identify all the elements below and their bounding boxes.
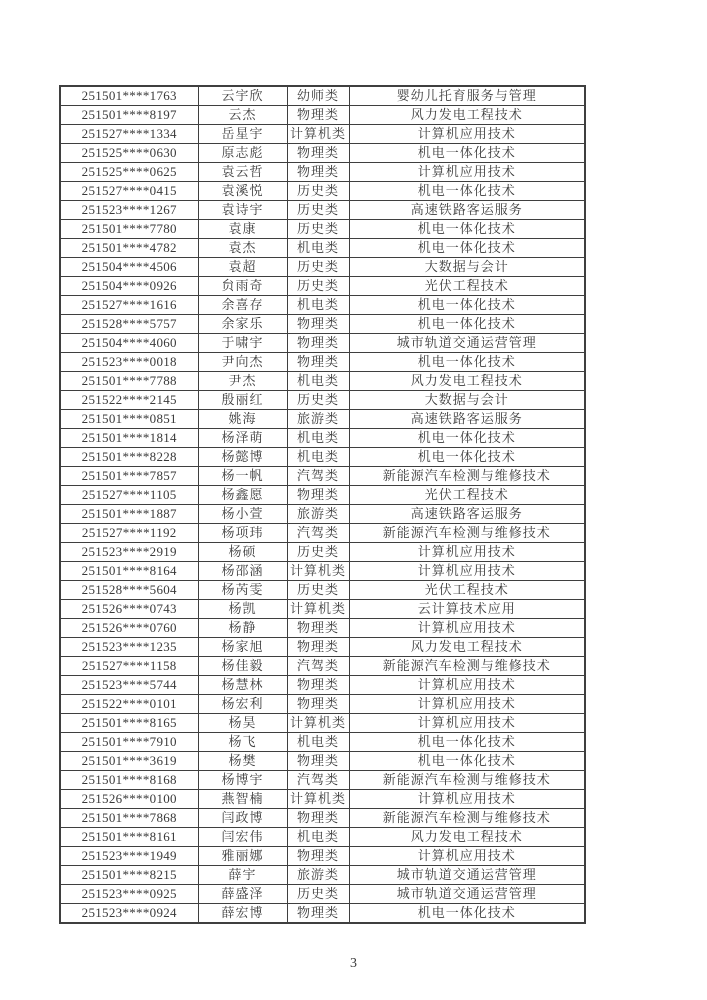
candidate-name-cell: 贠雨奇: [198, 277, 287, 296]
table-row: [60, 163, 585, 182]
table-row: [60, 106, 585, 125]
admitted-major-cell: 新能源汽车检测与维修技术: [349, 809, 585, 828]
table-row: [60, 676, 585, 695]
table-row: [60, 733, 585, 752]
admitted-major-cell: 风力发电工程技术: [349, 106, 585, 125]
admitted-major-cell: 机电一体化技术: [349, 144, 585, 163]
candidate-name-cell: 杨宏利: [198, 695, 287, 714]
table-row: [60, 467, 585, 486]
candidate-name-cell: 杨鑫愿: [198, 486, 287, 505]
candidate-name-cell: 杨佳毅: [198, 657, 287, 676]
exam-category-cell: 机电类: [287, 296, 349, 315]
table-row: [60, 258, 585, 277]
table-row: [60, 600, 585, 619]
admitted-major-cell: 机电一体化技术: [349, 429, 585, 448]
table-row: [60, 429, 585, 448]
table-row: [60, 847, 585, 866]
candidate-id-cell: 251504****0926: [60, 277, 198, 296]
candidate-id-cell: 251526****0760: [60, 619, 198, 638]
candidate-id-cell: 251527****1192: [60, 524, 198, 543]
admitted-major-cell: 机电一体化技术: [349, 239, 585, 258]
admitted-major-cell: 计算机应用技术: [349, 125, 585, 144]
exam-category-cell: 物理类: [287, 619, 349, 638]
table-row: [60, 391, 585, 410]
admitted-major-cell: 风力发电工程技术: [349, 372, 585, 391]
page-number: 3: [350, 956, 357, 971]
candidate-name-cell: 杨一帆: [198, 467, 287, 486]
candidate-name-cell: 于啸宇: [198, 334, 287, 353]
candidate-id-cell: 251526****0100: [60, 790, 198, 809]
candidate-id-cell: 251523****0018: [60, 353, 198, 372]
admitted-major-cell: 机电一体化技术: [349, 296, 585, 315]
table-row: [60, 695, 585, 714]
table-row: [60, 448, 585, 467]
admitted-major-cell: 计算机应用技术: [349, 163, 585, 182]
table-row: [60, 486, 585, 505]
candidate-id-cell: 251523****1267: [60, 201, 198, 220]
candidate-name-cell: 袁杰: [198, 239, 287, 258]
candidate-id-cell: 251501****8164: [60, 562, 198, 581]
candidate-id-cell: 251501****1763: [60, 86, 198, 106]
candidate-id-cell: 251522****0101: [60, 695, 198, 714]
exam-category-cell: 汽驾类: [287, 771, 349, 790]
candidate-name-cell: 薛宏博: [198, 904, 287, 924]
table-row: [60, 885, 585, 904]
exam-category-cell: 物理类: [287, 638, 349, 657]
candidate-name-cell: 杨昊: [198, 714, 287, 733]
admitted-major-cell: 高速铁路客运服务: [349, 410, 585, 429]
table-row: [60, 277, 585, 296]
table-row: [60, 809, 585, 828]
exam-category-cell: 计算机类: [287, 714, 349, 733]
table-row: [60, 828, 585, 847]
candidate-name-cell: 杨飞: [198, 733, 287, 752]
candidate-name-cell: 闫宏伟: [198, 828, 287, 847]
table-row: [60, 581, 585, 600]
exam-category-cell: 物理类: [287, 144, 349, 163]
candidate-name-cell: 尹杰: [198, 372, 287, 391]
candidate-name-cell: 袁云哲: [198, 163, 287, 182]
exam-category-cell: 物理类: [287, 847, 349, 866]
candidate-id-cell: 251527****1334: [60, 125, 198, 144]
table-row: [60, 86, 585, 106]
exam-category-cell: 历史类: [287, 885, 349, 904]
admitted-major-cell: 城市轨道交通运营管理: [349, 334, 585, 353]
exam-category-cell: 计算机类: [287, 600, 349, 619]
candidate-id-cell: 251526****0743: [60, 600, 198, 619]
exam-category-cell: 物理类: [287, 676, 349, 695]
table-row: [60, 771, 585, 790]
candidate-name-cell: 杨慧林: [198, 676, 287, 695]
exam-category-cell: 历史类: [287, 201, 349, 220]
admitted-major-cell: 光伏工程技术: [349, 277, 585, 296]
candidate-name-cell: 杨芮雯: [198, 581, 287, 600]
table-row: [60, 543, 585, 562]
candidate-id-cell: 251523****0924: [60, 904, 198, 924]
exam-category-cell: 历史类: [287, 220, 349, 239]
exam-category-cell: 物理类: [287, 163, 349, 182]
admitted-major-cell: 机电一体化技术: [349, 220, 585, 239]
admission-list-table: [59, 85, 586, 924]
table-row: [60, 144, 585, 163]
admitted-major-cell: 机电一体化技术: [349, 353, 585, 372]
admitted-major-cell: 计算机应用技术: [349, 714, 585, 733]
table-row: [60, 505, 585, 524]
candidate-id-cell: 251501****8197: [60, 106, 198, 125]
candidate-id-cell: 251504****4506: [60, 258, 198, 277]
candidate-id-cell: 251501****8168: [60, 771, 198, 790]
candidate-id-cell: 251504****4060: [60, 334, 198, 353]
candidate-id-cell: 251522****2145: [60, 391, 198, 410]
candidate-id-cell: 251523****0925: [60, 885, 198, 904]
admitted-major-cell: 风力发电工程技术: [349, 638, 585, 657]
candidate-name-cell: 闫政博: [198, 809, 287, 828]
exam-category-cell: 机电类: [287, 448, 349, 467]
admitted-major-cell: 计算机应用技术: [349, 676, 585, 695]
exam-category-cell: 汽驾类: [287, 524, 349, 543]
candidate-name-cell: 薛宇: [198, 866, 287, 885]
candidate-name-cell: 杨凯: [198, 600, 287, 619]
candidate-name-cell: 杨邵涵: [198, 562, 287, 581]
exam-category-cell: 旅游类: [287, 505, 349, 524]
exam-category-cell: 计算机类: [287, 790, 349, 809]
candidate-name-cell: 杨硕: [198, 543, 287, 562]
exam-category-cell: 机电类: [287, 828, 349, 847]
admitted-major-cell: 婴幼儿托育服务与管理: [349, 86, 585, 106]
candidate-name-cell: 云杰: [198, 106, 287, 125]
candidate-id-cell: 251501****1814: [60, 429, 198, 448]
table-row: [60, 220, 585, 239]
exam-category-cell: 物理类: [287, 353, 349, 372]
table-row: [60, 638, 585, 657]
admitted-major-cell: 机电一体化技术: [349, 182, 585, 201]
admitted-major-cell: 城市轨道交通运营管理: [349, 866, 585, 885]
admitted-major-cell: 光伏工程技术: [349, 486, 585, 505]
admitted-major-cell: 大数据与会计: [349, 391, 585, 410]
admitted-major-cell: 计算机应用技术: [349, 619, 585, 638]
candidate-id-cell: 251527****1105: [60, 486, 198, 505]
exam-category-cell: 幼师类: [287, 86, 349, 106]
candidate-name-cell: 燕智楠: [198, 790, 287, 809]
admitted-major-cell: 光伏工程技术: [349, 581, 585, 600]
candidate-id-cell: 251501****7857: [60, 467, 198, 486]
candidate-name-cell: 尹向杰: [198, 353, 287, 372]
table-row: [60, 125, 585, 144]
exam-category-cell: 物理类: [287, 315, 349, 334]
admitted-major-cell: 风力发电工程技术: [349, 828, 585, 847]
exam-category-cell: 计算机类: [287, 125, 349, 144]
table-row: [60, 790, 585, 809]
admitted-major-cell: 机电一体化技术: [349, 733, 585, 752]
table-row: [60, 239, 585, 258]
table-row: [60, 866, 585, 885]
admission-list-body: [60, 86, 585, 923]
admitted-major-cell: 高速铁路客运服务: [349, 201, 585, 220]
table-row: [60, 619, 585, 638]
candidate-id-cell: 251528****5604: [60, 581, 198, 600]
admitted-major-cell: 新能源汽车检测与维修技术: [349, 657, 585, 676]
admitted-major-cell: 新能源汽车检测与维修技术: [349, 467, 585, 486]
exam-category-cell: 汽驾类: [287, 657, 349, 676]
exam-category-cell: 历史类: [287, 581, 349, 600]
table-row: [60, 562, 585, 581]
exam-category-cell: 物理类: [287, 695, 349, 714]
table-row: [60, 201, 585, 220]
candidate-name-cell: 姚海: [198, 410, 287, 429]
candidate-id-cell: 251501****7788: [60, 372, 198, 391]
candidate-id-cell: 251523****1235: [60, 638, 198, 657]
candidate-id-cell: 251501****1887: [60, 505, 198, 524]
candidate-name-cell: 杨家旭: [198, 638, 287, 657]
candidate-name-cell: 杨懿博: [198, 448, 287, 467]
admitted-major-cell: 机电一体化技术: [349, 752, 585, 771]
exam-category-cell: 历史类: [287, 543, 349, 562]
table-row: [60, 315, 585, 334]
exam-category-cell: 物理类: [287, 809, 349, 828]
exam-category-cell: 物理类: [287, 334, 349, 353]
candidate-id-cell: 251525****0625: [60, 163, 198, 182]
admitted-major-cell: 计算机应用技术: [349, 847, 585, 866]
candidate-id-cell: 251527****0415: [60, 182, 198, 201]
exam-category-cell: 物理类: [287, 106, 349, 125]
candidate-name-cell: 袁康: [198, 220, 287, 239]
admitted-major-cell: 机电一体化技术: [349, 448, 585, 467]
candidate-name-cell: 余喜存: [198, 296, 287, 315]
table-row: [60, 182, 585, 201]
admitted-major-cell: 计算机应用技术: [349, 695, 585, 714]
exam-category-cell: 计算机类: [287, 562, 349, 581]
exam-category-cell: 物理类: [287, 486, 349, 505]
candidate-id-cell: 251501****0851: [60, 410, 198, 429]
exam-category-cell: 历史类: [287, 182, 349, 201]
candidate-id-cell: 251523****1949: [60, 847, 198, 866]
admitted-major-cell: 机电一体化技术: [349, 904, 585, 924]
candidate-id-cell: 251527****1616: [60, 296, 198, 315]
candidate-name-cell: 殷丽红: [198, 391, 287, 410]
candidate-id-cell: 251501****4782: [60, 239, 198, 258]
candidate-id-cell: 251528****5757: [60, 315, 198, 334]
candidate-name-cell: 袁溪悦: [198, 182, 287, 201]
exam-category-cell: 机电类: [287, 239, 349, 258]
exam-category-cell: 物理类: [287, 904, 349, 924]
candidate-name-cell: 原志彪: [198, 144, 287, 163]
admitted-major-cell: 大数据与会计: [349, 258, 585, 277]
candidate-name-cell: 岳星宇: [198, 125, 287, 144]
table-row: [60, 372, 585, 391]
exam-category-cell: 历史类: [287, 258, 349, 277]
candidate-name-cell: 雅丽娜: [198, 847, 287, 866]
exam-category-cell: 机电类: [287, 429, 349, 448]
admitted-major-cell: 城市轨道交通运营管理: [349, 885, 585, 904]
admitted-major-cell: 高速铁路客运服务: [349, 505, 585, 524]
candidate-id-cell: 251501****8215: [60, 866, 198, 885]
admitted-major-cell: 计算机应用技术: [349, 790, 585, 809]
candidate-id-cell: 251501****3619: [60, 752, 198, 771]
table-row: [60, 714, 585, 733]
admitted-major-cell: 新能源汽车检测与维修技术: [349, 771, 585, 790]
candidate-id-cell: 251501****7910: [60, 733, 198, 752]
exam-category-cell: 旅游类: [287, 410, 349, 429]
candidate-id-cell: 251523****5744: [60, 676, 198, 695]
candidate-id-cell: 251501****7868: [60, 809, 198, 828]
admitted-major-cell: 计算机应用技术: [349, 562, 585, 581]
candidate-name-cell: 杨静: [198, 619, 287, 638]
candidate-name-cell: 袁超: [198, 258, 287, 277]
candidate-id-cell: 251525****0630: [60, 144, 198, 163]
table-row: [60, 353, 585, 372]
exam-category-cell: 物理类: [287, 752, 349, 771]
exam-category-cell: 旅游类: [287, 866, 349, 885]
exam-category-cell: 机电类: [287, 733, 349, 752]
candidate-id-cell: 251501****8161: [60, 828, 198, 847]
candidate-name-cell: 袁诗宇: [198, 201, 287, 220]
admitted-major-cell: 新能源汽车检测与维修技术: [349, 524, 585, 543]
candidate-name-cell: 杨泽萌: [198, 429, 287, 448]
exam-category-cell: 历史类: [287, 277, 349, 296]
admitted-major-cell: 计算机应用技术: [349, 543, 585, 562]
exam-category-cell: 汽驾类: [287, 467, 349, 486]
candidate-id-cell: 251523****2919: [60, 543, 198, 562]
table-row: [60, 296, 585, 315]
candidate-id-cell: 251527****1158: [60, 657, 198, 676]
exam-category-cell: 历史类: [287, 391, 349, 410]
table-row: [60, 904, 585, 924]
candidate-id-cell: 251501****8165: [60, 714, 198, 733]
candidate-name-cell: 云宇欣: [198, 86, 287, 106]
table-row: [60, 334, 585, 353]
table-row: [60, 657, 585, 676]
candidate-name-cell: 杨博宇: [198, 771, 287, 790]
candidate-name-cell: 杨项玮: [198, 524, 287, 543]
table-row: [60, 752, 585, 771]
table-row: [60, 524, 585, 543]
candidate-name-cell: 余家乐: [198, 315, 287, 334]
table-row: [60, 410, 585, 429]
candidate-name-cell: 杨小萱: [198, 505, 287, 524]
exam-category-cell: 机电类: [287, 372, 349, 391]
candidate-name-cell: 杨樊: [198, 752, 287, 771]
admitted-major-cell: 机电一体化技术: [349, 315, 585, 334]
candidate-id-cell: 251501****7780: [60, 220, 198, 239]
candidate-id-cell: 251501****8228: [60, 448, 198, 467]
admitted-major-cell: 云计算技术应用: [349, 600, 585, 619]
candidate-name-cell: 薛盛泽: [198, 885, 287, 904]
